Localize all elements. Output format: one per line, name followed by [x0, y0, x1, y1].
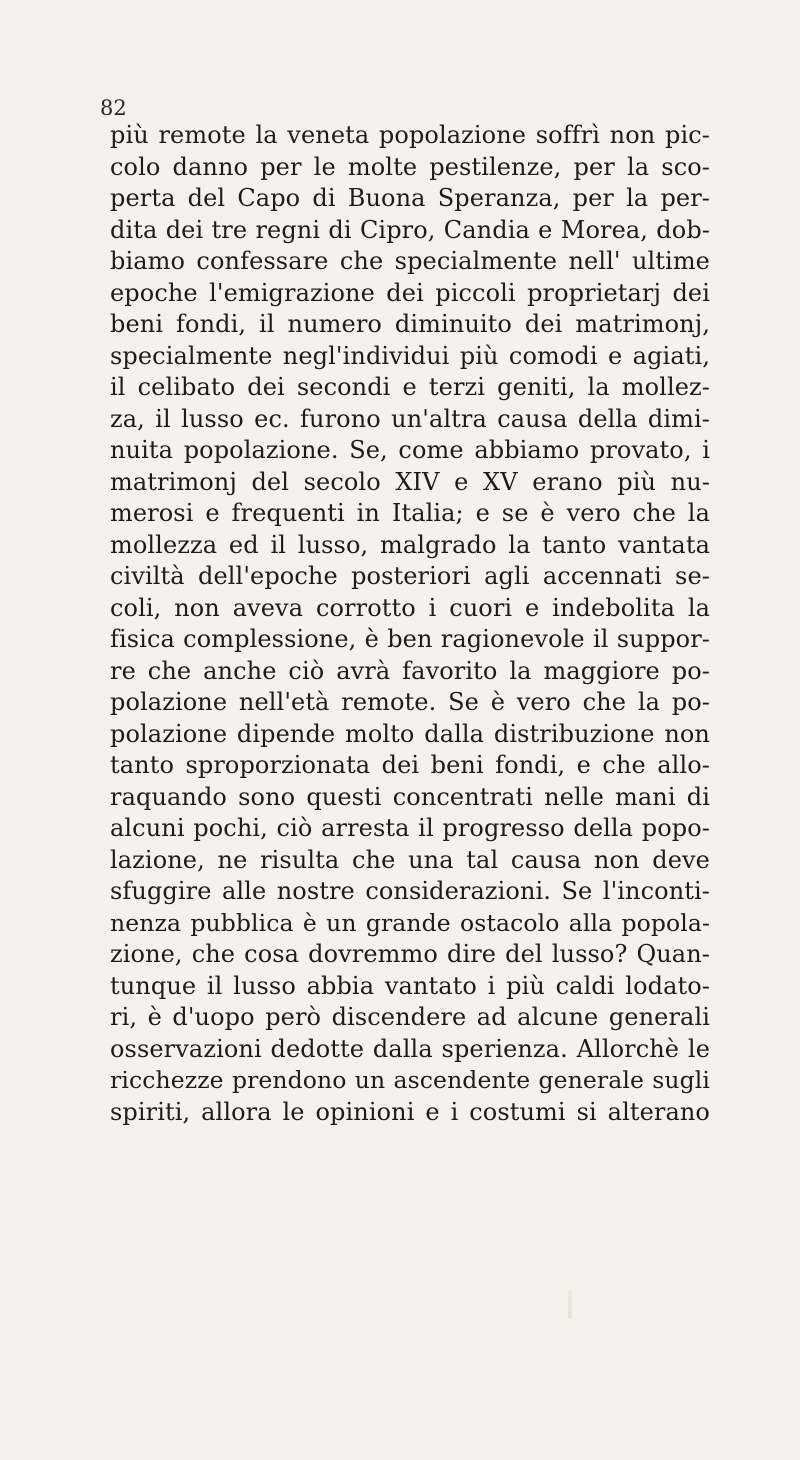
body-text [110, 120, 710, 1128]
text-line: raquando sono questi concentrati nelle mani di [110, 782, 710, 811]
text-line: ri, è d'uopo però discendere ad alcune generali [110, 1003, 710, 1031]
text-line: civiltà dell'epoche posteriori agli accennati se- [110, 562, 710, 590]
text-line: specialmente negl'individui più comodi e agiati, [110, 341, 710, 370]
text-line: polazione nell'età remote. Se è vero che la po- [110, 688, 710, 716]
text-line: merosi e frequenti in Italia; e se è vero che la [110, 499, 710, 527]
text-line: fisica complessione, è ben ragionevole il suppor- [110, 625, 710, 653]
text-line: epoche l'emigrazione dei piccoli proprietarj dei [110, 278, 710, 307]
text-line: nuita popolazione. Se, come abbiamo provato, i [110, 436, 710, 464]
text-line: colo danno per le molte pestilenze, per la sco- [110, 152, 710, 181]
page-smudge [568, 1290, 572, 1318]
text-line: tunque il lusso abbia vantato i più caldi lodato- [110, 971, 710, 1000]
text-line: polazione dipende molto dalla distribuzione non [110, 719, 710, 748]
text-line: za, il lusso ec. furono un'altra causa della dimi- [110, 404, 710, 433]
text-line: tanto sproporzionata dei beni fondi, e che allo- [110, 751, 710, 779]
text-line: spiriti, allora le opinioni e i costumi si alterano [110, 1097, 710, 1126]
text-line: biamo confessare che specialmente nell' ultime [110, 247, 710, 275]
text-line: sfuggire alle nostre considerazioni. Se l'inconti- [110, 877, 710, 905]
text-line: nenza pubblica è un grande ostacolo alla popola- [110, 908, 710, 937]
text-line: zione, che cosa dovremmo dire del lusso? Quan- [110, 940, 710, 968]
page-number: 82 [100, 96, 127, 120]
text-line: matrimonj del secolo XIV e XV erano più nu- [110, 467, 710, 496]
text-line: re che anche ciò avrà favorito la maggiore po- [110, 656, 710, 685]
text-line: dita dei tre regni di Cipro, Candia e Morea, dob- [110, 215, 710, 244]
text-line: beni fondi, il numero diminuito dei matrimonj, [110, 310, 710, 338]
text-line: perta del Capo di Buona Speranza, per la per- [110, 184, 710, 212]
text-line: osservazioni dedotte dalla sperienza. Allorchè le [110, 1034, 710, 1063]
text-line: il celibato dei secondi e terzi geniti, la mollez- [110, 373, 710, 401]
text-line: mollezza ed il lusso, malgrado la tanto vantata [110, 530, 710, 559]
text-line: più remote la veneta popolazione soffrì non pic- [110, 121, 710, 149]
text-line: coli, non aveva corrotto i cuori e indebolita la [110, 593, 710, 622]
text-line: alcuni pochi, ciò arresta il progresso della popo- [110, 814, 710, 842]
text-line: ricchezze prendono un ascendente generale sugli [110, 1066, 710, 1094]
text-line: lazione, ne risulta che una tal causa non deve [110, 845, 710, 874]
